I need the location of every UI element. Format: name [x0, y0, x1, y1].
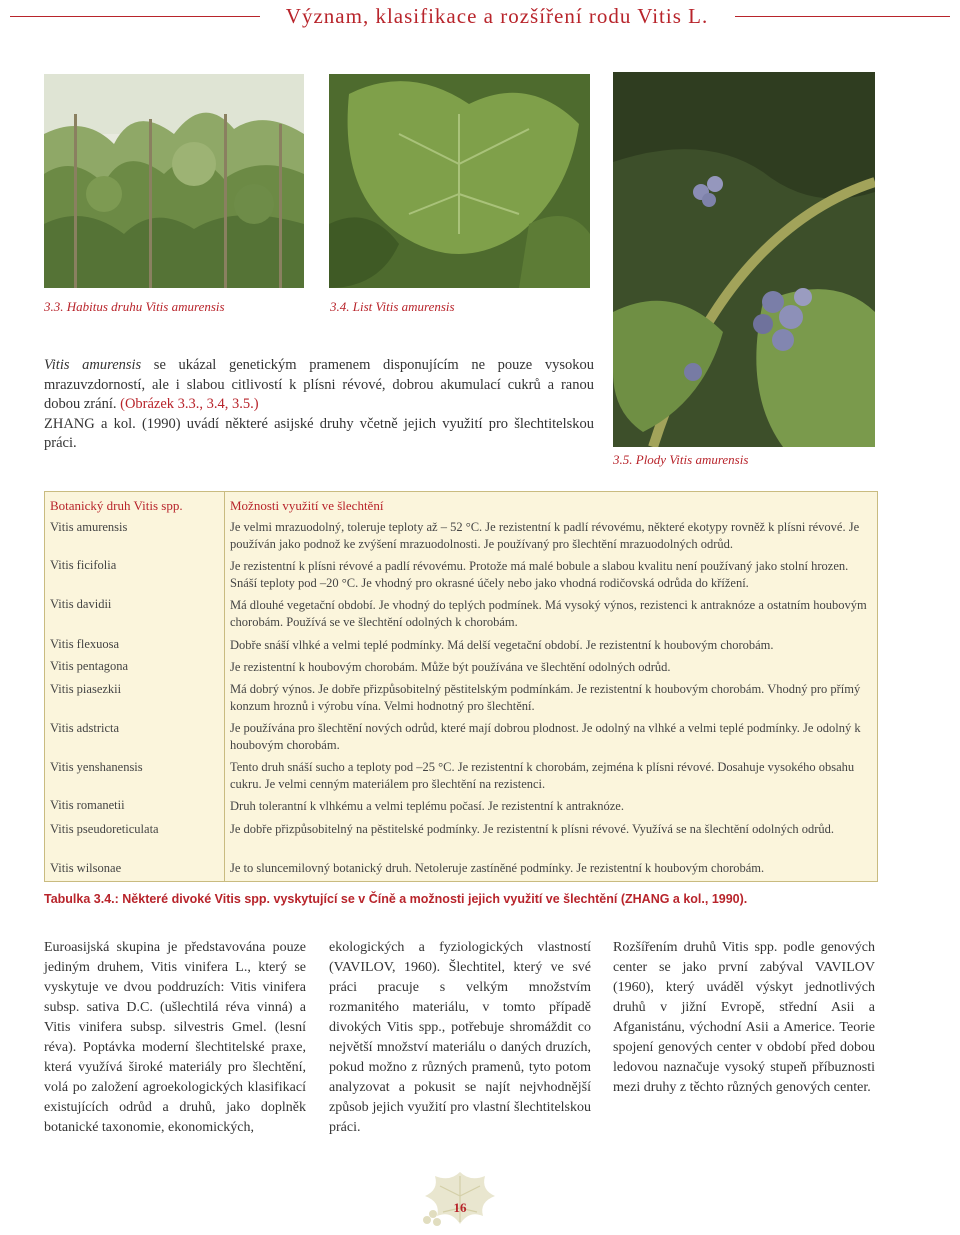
table-row-use: Je rezistentní k plísni révové a padlí révovému. Protože má malé bobule a slabou kvalitu není používaný jako stolní hrozen. Snáší teploty pod –20 °C. Je vhodný pro okrasné účely nebo jako vhodná rodičovská odrůda do křížení. — [230, 559, 849, 590]
header-rule-left — [10, 16, 260, 17]
vine-leaf-ornament-icon — [395, 1168, 525, 1230]
table-row-species: Vitis ficifolia — [50, 558, 117, 572]
intro-text — [44, 356, 594, 454]
table-header-use: Možnosti využití ve šlechtění — [230, 498, 384, 513]
photo-habitus — [44, 74, 304, 288]
caption-photo-habitus: 3.3. Habitus druhu Vitis amurensis — [44, 299, 225, 314]
table-row-use: Má dobrý výnos. Je dobře přizpůsobitelný pěstitelským podmínkám. Je rezistentní k houbovým chorobám. Vhodný pro přímý konzum hroznů i výrobu vína. Velmi hodnotný pro šlechtění. — [230, 682, 861, 713]
table-row-species: Vitis pseudoreticulata — [50, 822, 159, 836]
caption-photo-leaf: 3.4. List Vitis amurensis — [330, 299, 455, 314]
intro-paragraph-2: ZHANG a kol. (1990) uvádí některé asijské druhy včetně jejich využití pro šlechtitelskou práci. — [44, 415, 594, 451]
table-row-species: Vitis yenshanensis — [50, 760, 143, 774]
table-row-use: Dobře snáší vlhké a velmi teplé podmínky. Má delší vegetační období. Je rezistentní k houbovým chorobám. — [230, 638, 774, 652]
column-1-text: Euroasijská skupina je představována pouze jediným druhem, Vitis vinifera L., který se vyskytuje ve dvou poddruzích: Vitis vinifera subsp. sativa D.C. (ušlechtilá réva vinná) a Vitis vinifera subsp. silvestris Gmel. (lesní réva). Poptávka moderní šlechtitelské praxe, která využívá široké materiály pro šlechtění, volá po založení agroekologických klasifikací existujících odrůd a druhů, jako doplněk botanické taxonomie, ekonomických, — [44, 940, 306, 1135]
caption-photo-fruits: 3.5. Plody Vitis amurensis — [613, 452, 749, 467]
page-number: 16 — [453, 1200, 467, 1215]
table-row-use: Tento druh snáší sucho a teploty pod –25 °C. Je rezistentní k chorobám, zejména k plísni révové. Dosahuje vysokého obsahu cukru. Je velmi cenným materiálem pro šlechtění na rezistenci. — [230, 760, 855, 791]
intro-figure-ref: (Obrázek 3.3., 3.4, 3.5.) — [120, 396, 259, 412]
photo-fruits — [613, 72, 875, 447]
table-row-species: Vitis adstricta — [50, 721, 120, 735]
column-2-text: ekologických a fyziologických vlastností (VAVILOV, 1960). Šlechtitel, který ve své práci pracuje s velkým množstvím rozmanitého materiálu, v tomto případě divokých Vitis spp., potřebuje shromáždit co největší množství materiálu o daných druzích, pokud možno z různých pramenů, tyto potom analyzovat a pokusit se najít nejvhodnější způsob jejich využití pro vlastní šlechtitelskou práci. — [329, 940, 591, 1135]
table-row-use: Druh tolerantní k vlhkému a velmi teplému počasí. Je rezistentní k antraknóze. — [230, 799, 624, 813]
photo-leaf — [329, 74, 590, 288]
table-row-species: Vitis pentagona — [50, 659, 129, 673]
table-row-species: Vitis davidii — [50, 597, 112, 611]
intro-species: Vitis amurensis — [44, 357, 142, 373]
text-column-3 — [613, 938, 875, 1098]
column-3-text: Rozšířením druhů Vitis spp. podle genových center se jako první zabýval VAVILOV (1960), který uváděl výskyt jednotlivých druhů v jižní Evropě, střední Asii a Afganistánu, východní Asii a Americe. Teorie spojení genových center v období před dobou ledovou naznačuje vysoký stupeň příbuznosti mezi druhy z těchto různých genových center. — [613, 940, 875, 1095]
table-caption: Tabulka 3.4.: Některé divoké Vitis spp. vyskytující se v Číně a možnosti jejich využití ve šlechtění (ZHANG a kol., 1990). — [44, 892, 748, 906]
table-row-species: Vitis flexuosa — [50, 637, 120, 651]
table-row-use: Je velmi mrazuodolný, toleruje teploty až – 52 °C. Je rezistentní k padlí révovému, některé ekotypy rovněž k plísni révové. Je používán jako podnož ke zvýšení mrazuodolnosti. Je používaný pro šlechtění mrazuodolných odrůd. — [230, 520, 860, 551]
table-row-use: Je rezistentní k houbovým chorobám. Může být používána ve šlechtění odolných odrůd. — [230, 660, 671, 674]
table-row-use: Je to sluncemilovný botanický druh. Netoleruje zastíněné podmínky. Je rezistentní k houbovým chorobám. — [230, 861, 765, 875]
table-row-use: Je používána pro šlechtění nových odrůd, které mají dobrou plodnost. Je odolný na vlhké a velmi teplé podmínky. Je odolný k houbovým chorobám. — [230, 721, 861, 752]
table-header-species: Botanický druh Vitis spp. — [50, 498, 183, 513]
table-divider — [224, 491, 225, 881]
table-row-species: Vitis romanetii — [50, 798, 125, 812]
intro-paragraph-1 — [44, 356, 594, 415]
header-rule-right — [735, 16, 950, 17]
table-row-species: Vitis amurensis — [50, 520, 128, 534]
intro-body: se ukázal genetickým pramenem disponujícím ne pouze vysokou mrazuvzdorností, ale i slabou citlivostí k plísni révové, dobrou akumulací cukrů a ranou dobou zrání. — [44, 357, 594, 412]
text-column-1 — [44, 938, 306, 1138]
page-header-title: Význam, klasifikace a rozšíření rodu Vitis L. — [285, 4, 709, 28]
text-column-2 — [329, 938, 591, 1138]
table-row-species: Vitis piasezkii — [50, 682, 122, 696]
table-row-species: Vitis wilsonae — [50, 861, 122, 875]
table-row-use: Je dobře přizpůsobitelný na pěstitelské podmínky. Je rezistentní k plísni révové. Využívá se na šlechtění odolných odrůd. — [230, 822, 835, 836]
table-row-use: Má dlouhé vegetační období. Je vhodný do teplých podmínek. Má vysoký výnos, rezistenci k antraknóze a ostatním houbovým chorobám. Používá se ve šlechtění odolných k chorobám. — [230, 598, 867, 629]
